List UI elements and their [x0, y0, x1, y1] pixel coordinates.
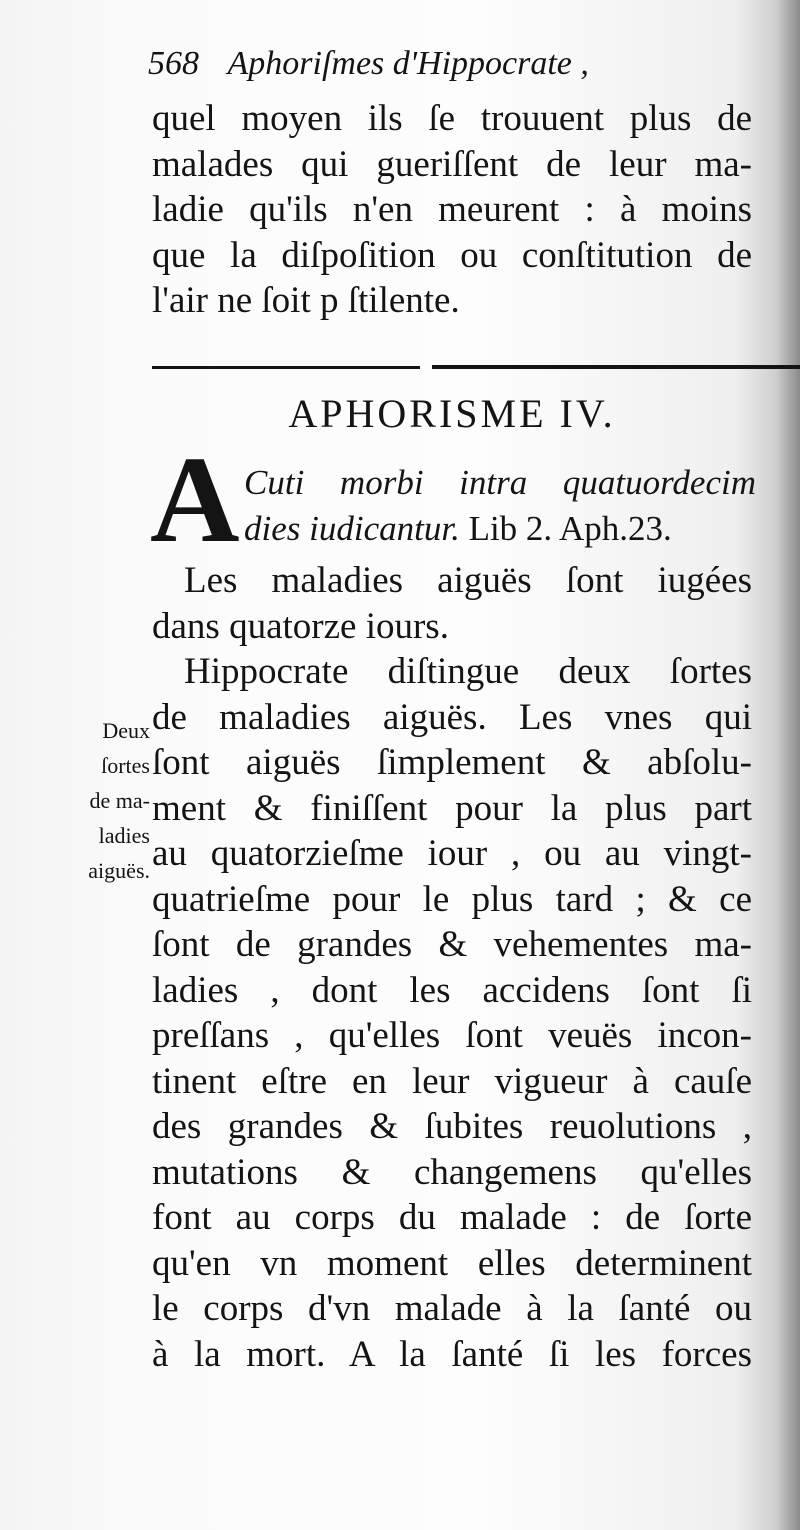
section-divider [152, 362, 732, 372]
margin-note [66, 713, 150, 888]
text-line: Hippocrate diſtingue deux ſortes [184, 651, 752, 692]
running-header [148, 40, 708, 88]
drop-cap: A [150, 431, 240, 568]
text-line: tinent eſtre en leur vigueur à cauſe [152, 1060, 752, 1102]
aphorism-reference: Lib 2. Aph.23. [468, 508, 672, 548]
text-line: ladies , dont les accidens ſont ſi [152, 969, 752, 1011]
latin-line: Cuti morbi intra quatuordecim [244, 463, 756, 502]
latin-line-with-reference [244, 506, 756, 552]
margin-note-line: aiguës. [88, 858, 150, 883]
margin-note-line: ladies [98, 823, 150, 848]
latin-aphorism [244, 460, 756, 551]
text-line: ſont aiguës ſimplement & abſolu- [152, 742, 752, 783]
latin-line: dies iudicantur. [244, 508, 460, 548]
aphorism-title: APHORISME IV. [288, 391, 616, 436]
text-line: ment & finiſſent pour la plus part [152, 787, 752, 829]
text-line: preſſans , qu'elles ſont veuës incon- [152, 1015, 752, 1056]
divider-rule-right [432, 365, 800, 369]
margin-note-line: Deux [102, 718, 150, 743]
text-line: à la mort. A la ſanté ſi les forces [152, 1333, 752, 1375]
text-line: ſont de grandes & vehementes ma- [152, 924, 752, 965]
text-line: Les maladies aiguës ſont iugées [184, 560, 752, 601]
text-line: quatrieſme pour le plus tard ; & ce [152, 878, 752, 920]
text-line: l'air ne ſoit p ſtilente. [152, 280, 460, 321]
text-line: le corps d'vn malade à la ſanté ou [152, 1288, 752, 1329]
text-line: qu'en vn moment elles determinent [152, 1242, 752, 1284]
page-number: 568 [148, 45, 199, 82]
text-line: des grandes & ſubites reuolutions , [152, 1106, 752, 1147]
text-line: au quatorzieſme iour , ou au vingt- [152, 833, 752, 874]
margin-note-line: de ma- [89, 788, 150, 813]
text-line: de maladies aiguës. Les vnes qui [152, 696, 752, 738]
text-line: dans quatorze iours. [152, 605, 449, 647]
text-line: que la diſpoſition ou conſtitution de [152, 234, 752, 276]
preceding-paragraph [152, 96, 752, 324]
margin-note-line: ſortes [101, 753, 150, 778]
commentary [152, 558, 752, 1377]
text-line: mutations & changemens qu'elles [152, 1151, 752, 1193]
text-line: quel moyen ils ſe trouuent plus de [152, 98, 752, 139]
text-line: font au corps du malade : de ſorte [152, 1197, 752, 1238]
text-line: malades qui gueriſſent de leur ma- [152, 143, 752, 185]
text-line: ladie qu'ils n'en meurent : à moins [152, 189, 752, 230]
running-title: Aphoriſmes d'Hippocrate , [227, 45, 589, 82]
divider-rule-left [152, 366, 420, 369]
